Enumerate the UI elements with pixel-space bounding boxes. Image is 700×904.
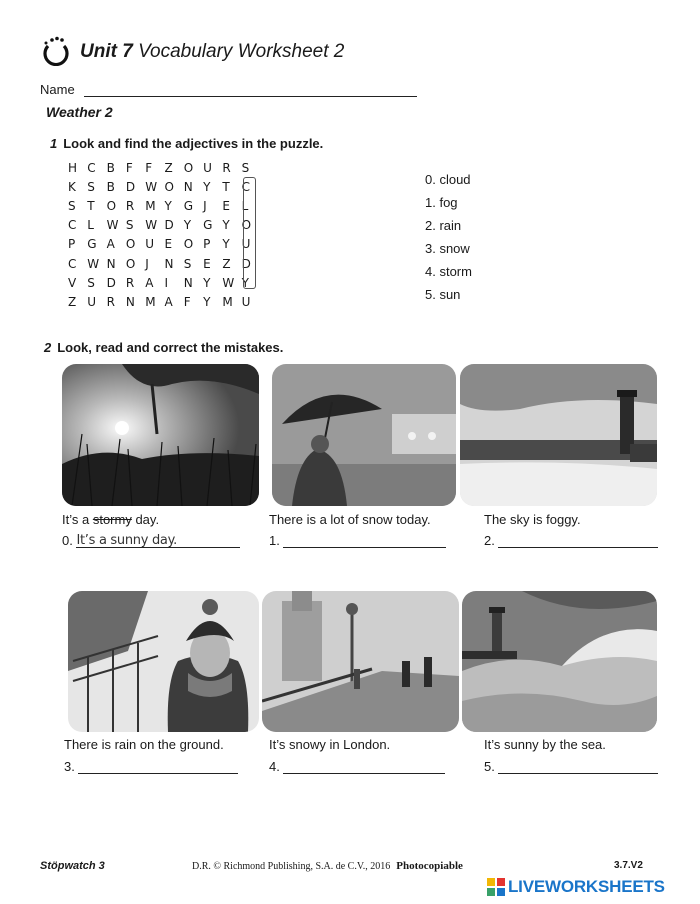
puzzle-letter[interactable]: N: [183, 179, 193, 194]
unit-label: Unit 7: [80, 41, 133, 62]
sentence-1: There is a lot of snow today.: [269, 512, 431, 527]
puzzle-row: [68, 216, 261, 235]
puzzle-letter[interactable]: F: [125, 160, 133, 175]
puzzle-letter[interactable]: S: [183, 256, 192, 271]
liveworksheets-icon: [487, 878, 505, 896]
puzzle-letter[interactable]: M: [145, 294, 156, 309]
liveworksheets-logo[interactable]: [487, 877, 665, 897]
answer-field-1[interactable]: [283, 533, 446, 548]
exercise-2-text: Look, read and correct the mistakes.: [57, 340, 284, 355]
puzzle-letter[interactable]: O: [183, 237, 194, 252]
puzzle-letter[interactable]: C: [68, 218, 77, 233]
exercise-1-instruction: [50, 136, 323, 151]
photo-foggy-london: [262, 591, 459, 732]
puzzle-letter[interactable]: U: [241, 294, 251, 309]
answer-row-5: 5.: [484, 759, 658, 774]
answer-field-0: It’s a sunny day.: [76, 533, 240, 548]
footer-copyright: D.R. © Richmond Publishing, S.A. de C.V., 2016 Photocopiable: [192, 860, 463, 872]
answer-field-4[interactable]: [283, 759, 445, 774]
photo-sunny-field: [62, 364, 259, 506]
puzzle-letter[interactable]: P: [203, 237, 211, 252]
puzzle-letter[interactable]: H: [68, 160, 78, 175]
puzzle-letter[interactable]: T: [87, 198, 95, 213]
puzzle-letter[interactable]: W: [145, 218, 158, 233]
liveworksheets-text: LIVEWORKSHEETS: [508, 877, 665, 896]
exercise-1-number: 1: [50, 136, 58, 151]
photo-foggy-coast: [460, 364, 657, 506]
puzzle-letter[interactable]: Z: [222, 256, 231, 271]
footer-code: 3.7.V2: [614, 860, 643, 871]
sentence-0: It’s a stormy day.: [62, 512, 160, 527]
exercise-1-text: Look and find the adjectives in the puzzle.: [63, 136, 324, 151]
section-heading: Weather 2: [46, 104, 113, 120]
strikethrough-word: stormy: [92, 512, 132, 527]
puzzle-letter[interactable]: U: [241, 237, 251, 252]
puzzle-letter[interactable]: R: [125, 198, 135, 213]
puzzle-letter[interactable]: N: [183, 275, 193, 290]
photo-snowy-girl: [68, 591, 259, 732]
answer-word: 5. sun: [425, 287, 461, 302]
exercise-2-instruction: [44, 340, 283, 355]
puzzle-letter[interactable]: R: [106, 294, 115, 309]
puzzle-letter[interactable]: U: [145, 237, 154, 252]
puzzle-row: [68, 196, 261, 215]
puzzle-letter[interactable]: O: [183, 160, 194, 175]
puzzle-letter[interactable]: A: [145, 275, 154, 290]
puzzle-letter[interactable]: N: [106, 256, 116, 271]
puzzle-letter[interactable]: S: [125, 218, 134, 233]
answer-word-list: [425, 172, 472, 310]
puzzle-letter[interactable]: F: [183, 294, 191, 309]
photo-stormy-sea: [462, 591, 657, 732]
puzzle-letter[interactable]: J: [203, 198, 207, 213]
puzzle-letter[interactable]: L: [87, 218, 94, 233]
puzzle-letter[interactable]: A: [164, 294, 173, 309]
puzzle-letter[interactable]: O: [125, 237, 136, 252]
answer-row-2: 2.: [484, 533, 658, 548]
puzzle-letter[interactable]: E: [222, 198, 230, 213]
name-field[interactable]: [84, 96, 417, 97]
answer-field-5[interactable]: [498, 759, 658, 774]
puzzle-letter[interactable]: W: [222, 275, 235, 290]
puzzle-letter[interactable]: R: [125, 275, 135, 290]
sentence-5: It’s sunny by the sea.: [484, 737, 606, 752]
puzzle-letter[interactable]: F: [145, 160, 153, 175]
puzzle-letter[interactable]: Z: [164, 160, 173, 175]
puzzle-letter[interactable]: D: [106, 275, 116, 290]
puzzle-letter[interactable]: T: [222, 179, 230, 194]
puzzle-letter[interactable]: B: [106, 160, 115, 175]
puzzle-letter[interactable]: M: [222, 294, 233, 309]
puzzle-letter[interactable]: Y: [183, 218, 192, 233]
puzzle-letter[interactable]: Y: [203, 294, 211, 309]
puzzle-row: [68, 235, 261, 254]
answer-row-4: 4.: [269, 759, 445, 774]
puzzle-letter[interactable]: Y: [222, 237, 230, 252]
puzzle-letter[interactable]: V: [68, 275, 77, 290]
puzzle-letter[interactable]: W: [106, 218, 119, 233]
puzzle-letter[interactable]: E: [164, 237, 173, 252]
puzzle-letter[interactable]: R: [222, 160, 231, 175]
puzzle-row: [68, 177, 261, 196]
puzzle-letter[interactable]: S: [68, 198, 76, 213]
puzzle-letter[interactable]: G: [203, 218, 213, 233]
page-title: [80, 41, 344, 63]
puzzle-letter[interactable]: O: [125, 256, 136, 271]
puzzle-letter[interactable]: D: [125, 179, 136, 194]
puzzle-letter[interactable]: O: [106, 198, 117, 213]
puzzle-letter[interactable]: J: [145, 256, 149, 271]
puzzle-letter[interactable]: N: [125, 294, 135, 309]
puzzle-letter[interactable]: K: [68, 179, 76, 194]
answer-word: 3. snow: [425, 241, 470, 256]
answer-field-2[interactable]: [498, 533, 658, 548]
puzzle-letter[interactable]: Z: [68, 294, 77, 309]
puzzle-row: [68, 254, 261, 273]
puzzle-letter[interactable]: W: [87, 256, 100, 271]
puzzle-row: [68, 292, 261, 311]
puzzle-letter[interactable]: N: [164, 256, 174, 271]
puzzle-letter[interactable]: C: [68, 256, 77, 271]
puzzle-letter[interactable]: A: [106, 237, 115, 252]
puzzle-letter[interactable]: G: [87, 237, 97, 252]
found-word-highlight: [243, 177, 256, 289]
puzzle-letter[interactable]: C: [87, 160, 96, 175]
puzzle-letter[interactable]: W: [145, 179, 158, 194]
answer-word: 2. rain: [425, 218, 462, 233]
puzzle-letter[interactable]: Y: [164, 198, 172, 213]
puzzle-letter[interactable]: O: [164, 179, 174, 194]
exercise-2-number: 2: [44, 340, 52, 355]
photo-umbrella-rain: [272, 364, 456, 506]
answer-field-3[interactable]: [78, 759, 238, 774]
puzzle-letter[interactable]: O: [241, 218, 252, 233]
puzzle-letter[interactable]: Y: [203, 179, 211, 194]
answer-word: 0. cloud: [425, 172, 471, 187]
puzzle-letter[interactable]: D: [241, 256, 251, 271]
puzzle-letter[interactable]: Y: [203, 275, 211, 290]
puzzle-letter[interactable]: G: [183, 198, 194, 213]
answer-row-3: 3.: [64, 759, 238, 774]
puzzle-row: [68, 158, 261, 177]
puzzle-letter[interactable]: S: [87, 275, 95, 290]
stopwatch-icon: [40, 36, 72, 66]
puzzle-row: [68, 273, 261, 292]
puzzle-letter[interactable]: M: [145, 198, 156, 213]
answer-word: 1. fog: [425, 195, 458, 210]
puzzle-letter[interactable]: D: [164, 218, 174, 233]
sentence-4: It’s snowy in London.: [269, 737, 391, 752]
puzzle-letter[interactable]: U: [203, 160, 212, 175]
puzzle-letter[interactable]: L: [241, 198, 249, 213]
puzzle-letter[interactable]: E: [203, 256, 211, 271]
footer-brand: Stöpwatch 3: [40, 860, 105, 872]
sentence-3: There is rain on the ground.: [64, 737, 224, 752]
sentence-2: The sky is foggy.: [484, 512, 581, 527]
puzzle-letter[interactable]: B: [106, 179, 115, 194]
puzzle-letter[interactable]: I: [164, 275, 169, 290]
answer-row-1: 1.: [269, 533, 446, 548]
title-text: Vocabulary Worksheet 2: [138, 41, 345, 62]
puzzle-letter[interactable]: S: [87, 179, 95, 194]
puzzle-letter[interactable]: Y: [241, 275, 250, 290]
word-search-puzzle: [68, 158, 261, 312]
puzzle-letter[interactable]: U: [87, 294, 97, 309]
puzzle-letter[interactable]: C: [241, 179, 251, 194]
puzzle-letter[interactable]: S: [241, 160, 250, 175]
name-label: Name: [40, 82, 75, 97]
puzzle-letter[interactable]: P: [68, 237, 76, 252]
answer-word: 4. storm: [425, 264, 472, 279]
answer-row-0: 0. It’s a sunny day.: [62, 533, 240, 548]
puzzle-letter[interactable]: Y: [222, 218, 230, 233]
photocopiable-label: Photocopiable: [396, 860, 463, 872]
